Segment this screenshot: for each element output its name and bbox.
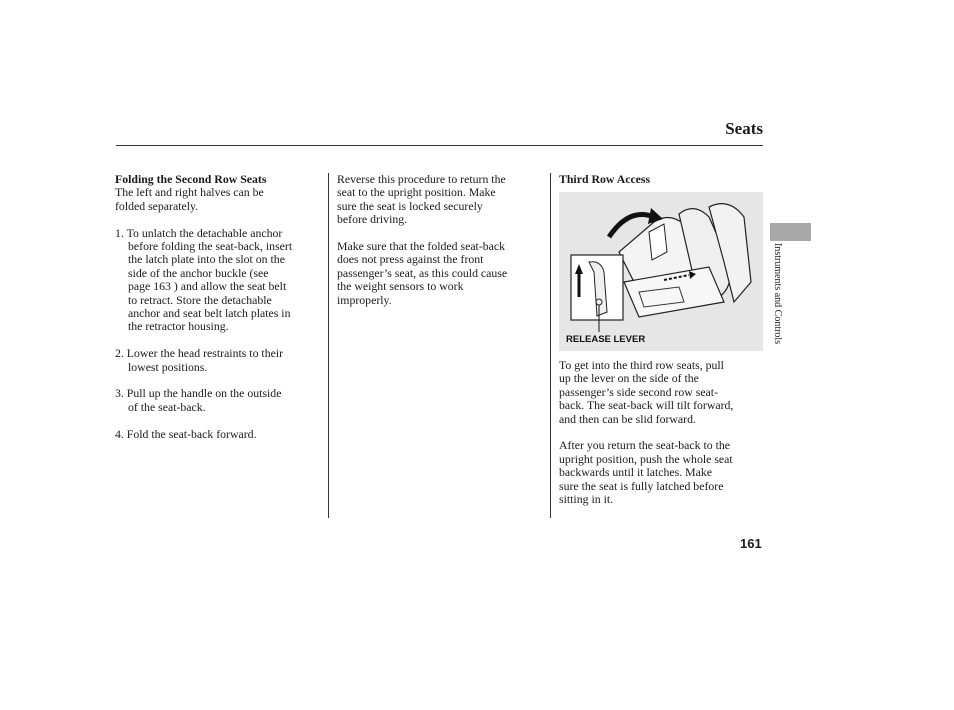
seat-illustration-svg [559,192,763,351]
text-line: Make sure that the folded seat-back [337,239,506,254]
paragraph [559,439,764,506]
section-tab-label: Instruments and Controls [772,243,783,345]
step-line: the latch plate into the slot on the [128,252,285,267]
text-line: seat to the upright position. Make [337,185,496,200]
step-line: to retract. Store the detachable [128,292,272,307]
title-rule [116,145,763,146]
text-line: passenger’s seat, as this could cause [337,265,508,280]
text-line: After you return the seat-back to the [559,438,730,453]
section-tab-marker [770,223,811,241]
seat-release-lever-illustration [559,192,763,351]
step-line: the retractor housing. [128,319,229,334]
step-line: before folding the seat-back, insert [128,239,293,254]
step-line: of the seat-back. [128,399,206,414]
text-line: before driving. [337,212,408,227]
column-third-row-access [559,173,764,186]
text-line: and then can be slid forward. [559,411,696,426]
paragraph [337,240,547,307]
text-line: sure the seat is locked securely [337,198,483,213]
column-reverse-procedure [337,173,547,307]
text-line: upright position, push the whole seat [559,451,733,466]
figure-caption-release-lever: RELEASE LEVER [566,334,646,345]
text-line: passenger’s side second row seat- [559,384,718,399]
text-line: does not press against the front [337,252,484,267]
step-line: page 163 ) and allow the seat belt [128,279,287,294]
text-line: improperly. [337,292,392,307]
text-line: sure the seat is fully latched before [559,478,724,493]
step-4 [115,428,325,441]
step-line: side of the anchor buckle (see [128,265,269,280]
text-line: back. The seat-back will tilt forward, [559,398,734,413]
text-line: sitting in it. [559,492,614,507]
page-title: Seats [725,119,763,138]
section-heading-folding: Folding the Second Row Seats [115,172,267,186]
step-line: anchor and seat belt latch plates in [128,306,291,321]
page-number: 161 [740,536,762,551]
step-3 [115,387,325,414]
text-line: the weight sensors to work [337,279,464,294]
paragraph [559,359,764,426]
text-line: backwards until it latches. Make [559,465,712,480]
step-line: 3. Pull up the handle on the outside [115,386,282,401]
text-line: up the lever on the side of the [559,371,699,386]
column-divider-2 [550,173,551,518]
text-line: Reverse this procedure to return the [337,172,506,186]
third-row-instructions [559,359,764,506]
text-line: To get into the third row seats, pull [559,358,724,372]
step-2 [115,347,325,374]
column-folding-second-row [115,173,325,441]
section-heading-third-row: Third Row Access [559,172,651,186]
paragraph [337,173,547,227]
intro-line: The left and right halves can be [115,185,264,200]
step-line: 1. To unlatch the detachable anchor [115,225,283,240]
step-line: 4. Fold the seat-back forward. [115,426,257,441]
step-line: lowest positions. [128,359,208,374]
intro-line: folded separately. [115,198,199,213]
column-divider-1 [328,173,329,518]
step-line: 2. Lower the head restraints to their [115,346,284,361]
step-1 [115,227,325,334]
